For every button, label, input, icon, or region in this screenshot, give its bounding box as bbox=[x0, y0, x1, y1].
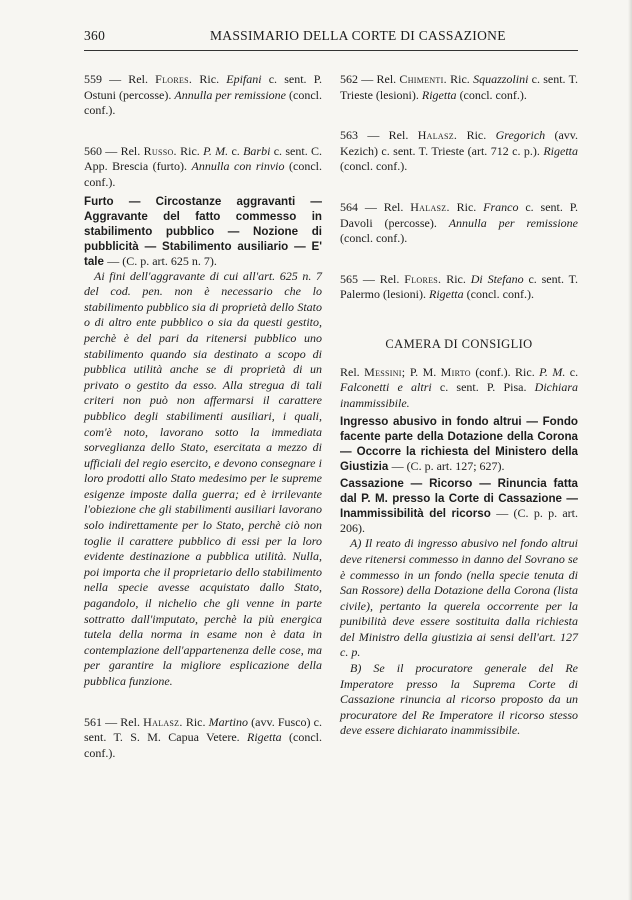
entry-camera-consiglio: Rel. Messini; P. M. Mirto (conf.). Ric. P. M. c. Falconetti e altri c. sent. P. Pisa. Dichiara inammissibile. bbox=[340, 364, 579, 410]
entry-562: 562 — Rel. Chimenti. Ric. Squazzolini c. sent. T. Trieste (lesioni). Rigetta (concl. conf.). bbox=[340, 72, 579, 102]
entry-560: 560 — Rel. Russo. Ric. P. M. c. Barbi c. sent. C. App. Brescia (furto). Annulla con rinvio (concl. conf.). bbox=[84, 143, 323, 189]
massima-furto: Ai fini dell'aggravante di cui all'art. 625 n. 7 del cod. pen. non è necessario che lo stabilimento pubblico sia di proprietà dello Stato o di altro ente pubblico o sia da questi gestito, perchè è del pari da ritenersi pubblico uno stabilimento quando sia destinato a scopo di pubblica utilità anche se di proprietà di un privato o gestito da esso. Alla stregua di tali criteri non può non affermarsi il carattere pubblico degli stabilimenti ausiliari, i quali, com'è noto, lavorano sotto la immediata sorveglianza dello Stato, esercitata a mezzo di ufficiali del regio esercito, e devono consegnare i loro prodotti allo Stato medesimo per le supreme esigenze imposte dalla guerra; ed è irrilevante l'obiezione che gli stabilimenti ausiliari lavorano solo indirettamente per lo Stato, perchè ciò non toglie il carattere pubblico di essi per la loro evidente destinazione a pubblica utilità. Nulla, poi importa che il proprietario dello stabilimento nella specie avesse acquistato dallo Stato, pagandolo, il nichelio che gli venne in parte sottratto dall'imputato, perchè la più energica tutela della norma in esame non è data in contemplazione dell'appartenenza delle cose, ma per garantire la migliore esplicazione della pubblica funzione. bbox=[84, 268, 322, 688]
page-edge bbox=[628, 0, 632, 900]
heading-ingresso: Ingresso abusivo in fondo altrui — Fondo facente parte della Dotazione della Corona — Occorre la richiesta del Ministero della Giustizia — (C. p. art. 127; 627). bbox=[340, 415, 578, 474]
running-title: MASSIMARIO DELLA CORTE DI CASSAZIONE bbox=[210, 28, 506, 43]
entry-559: 559 — Rel. Flores. Ric. Epifani c. sent. P. Ostuni (percosse). Annulla per remissione (concl. conf.). bbox=[84, 72, 323, 118]
entry-564: 564 — Rel. Halasz. Ric. Franco c. sent. P. Davoli (percosse). Annulla per remissione (concl. conf.). bbox=[340, 199, 579, 246]
left-column bbox=[84, 72, 322, 761]
massima-b: B) Se il procuratore generale del Re Imperatore presso la Suprema Corte di Cassazione rinuncia al ricorso proposto da un procuratore del Re Imperatore il ricorso stesso deve essere dichiarato inammissibile. bbox=[340, 661, 578, 738]
massima-a: A) Il reato di ingresso abusivo nel fondo altrui deve ritenersi commesso in danno del Sovrano se è commesso in un fondo (nella specie tenuta di San Rossore) della Dotazione della Corona (lista civile), pertanto la querela occorrente per la punibilità deve essere sostituita dalla richiesta del Ministro della giustizia ai sensi dell'art. 127 c. p. bbox=[340, 536, 578, 660]
entry-563: 563 — Rel. Halasz. Ric. Gregorich (avv. Kezich) c. sent. T. Trieste (art. 712 c. p.). Rigetta (concl. conf.). bbox=[340, 128, 579, 174]
entry-561: 561 — Rel. Halasz. Ric. Martino (avv. Fusco) c. sent. T. S. M. Capua Vetere. Rigetta (concl. conf.). bbox=[84, 714, 323, 760]
entry-565: 565 — Rel. Flores. Ric. Di Stefano c. sent. T. Palermo (lesioni). Rigetta (concl. conf.). bbox=[340, 271, 579, 302]
right-column bbox=[340, 72, 578, 739]
heading-furto: Furto — Circostanze aggravanti — Aggravante del fatto commesso in stabilimento pubblico — Nozione di pubblicità — Stabilimento ausiliario — E' tale — (C. p. art. 625 n. 7). bbox=[84, 194, 322, 268]
heading-cassazione: Cassazione — Ricorso — Rinuncia fatta dal P. M. presso la Corte di Cassazione — Inammissibilità del ricorso — (C. p. p. art. 206). bbox=[340, 477, 579, 536]
header-rule bbox=[84, 50, 578, 51]
page-number: 360 bbox=[84, 28, 106, 43]
section-title: CAMERA DI CONSIGLIO bbox=[385, 336, 533, 351]
